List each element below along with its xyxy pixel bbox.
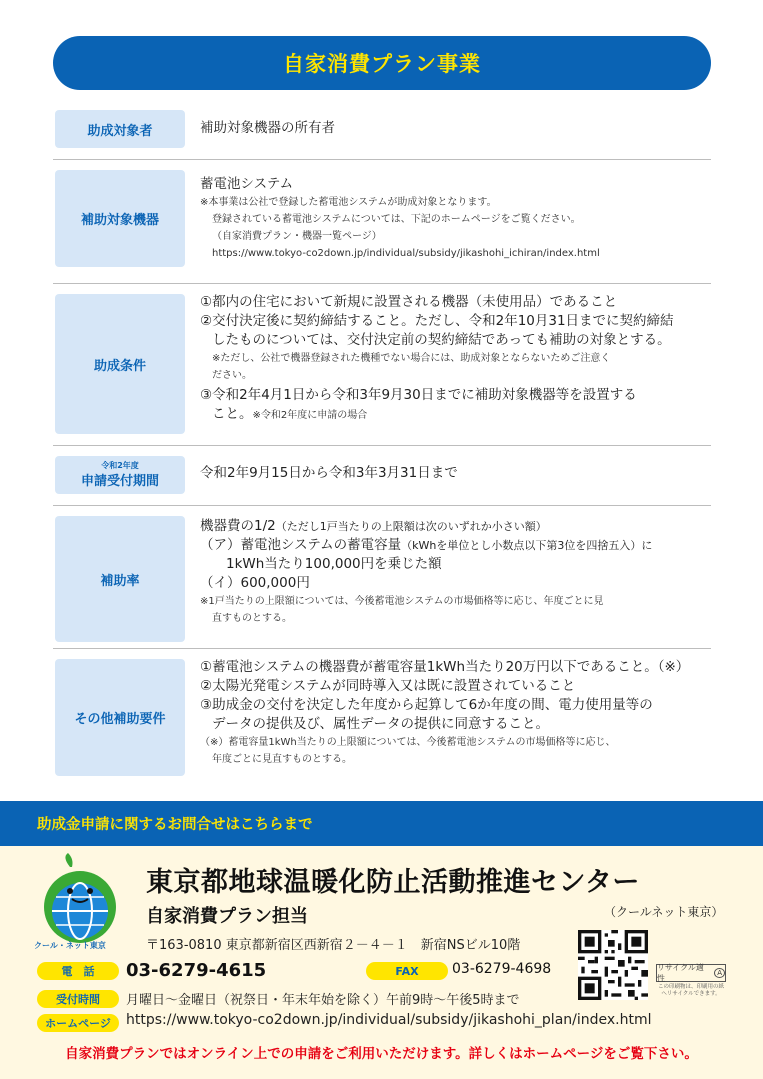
tel-label: 電 話 [37, 962, 119, 980]
organization-nickname: （クールネット東京） [604, 905, 724, 919]
row-subsidy-target [53, 110, 711, 148]
divider [53, 283, 711, 284]
row-equipment [53, 170, 711, 267]
row-body: ①蓄電池システムの機器費が蓄電容量1kWh当たり20万円以下であること。（※） ②太陽光発電システムが同時導入又は既に設置されていること ③助成金の交付を決定した年度から起算して6か年度の間、電力使用量等の データの提供及び、属性データの提供に同意すること。 （※）蓄電容量1kWh当たりの上限額については、今後蓄電池システムの市場価格等に応じ、 年度ごとに見直すものとする。 [200, 659, 690, 765]
row-label: 令和2年度 申請受付期間 [55, 456, 185, 494]
tel-number[interactable]: 03-6279-4615 [126, 960, 267, 981]
row-body: 機器費の1/2（ただし1戸当たりの上限額は次のいずれか小さい額） （ア）蓄電池システムの蓄電容量（kWhを単位とし小数点以下第3位を四捨五入）に 1kWh当たり100,000円を乗じた額 （イ）600,000円 ※1戸当たりの上限額については、今後蓄電池システムの市場価格等に応じ、年度ごとに見 直すものとする。 [200, 518, 653, 624]
department-name: 自家消費プラン担当 [146, 906, 308, 927]
row-other-requirements [53, 659, 711, 776]
organization-name: 東京都地球温暖化防止活動推進センター [146, 867, 640, 898]
recycle-note: この印刷物は、印刷用の紙へリサイクルできます。 [657, 984, 724, 997]
divider [53, 505, 711, 506]
logo-caption: クール・ネット東京 [34, 941, 106, 950]
title-banner [53, 36, 711, 90]
row-conditions [53, 294, 711, 434]
website-link[interactable]: https://www.tokyo-co2down.jp/individual/subsidy/jikashohi_plan/index.html [126, 1012, 652, 1028]
row-label: 補助率 [55, 516, 185, 642]
equipment-list-link[interactable]: https://www.tokyo-co2down.jp/individual/subsidy/jikashohi_ichiran/index.html [212, 248, 600, 259]
fax-number: 03-6279-4698 [452, 961, 552, 977]
page-title: 自家消費プラン事業 [283, 52, 481, 76]
row-label: 助成対象者 [55, 110, 185, 148]
divider [53, 159, 711, 160]
divider [53, 445, 711, 446]
row-body: 補助対象機器の所有者 [200, 120, 335, 136]
address: 〒163-0810 東京都新宿区西新宿２－４－１ 新宿NSビル10階 [146, 938, 521, 953]
row-label: その他補助要件 [55, 659, 185, 776]
recycle-grade-badge: A [714, 968, 725, 978]
row-body: 蓄電池システム ※本事業は公社で登録した蓄電池システムが助成対象となります。 登録されている蓄電池システムについては、下記のホームページをご覧ください。 （自家消費プラン・機器一覧ページ） https://www.tokyo-co2down.jp/individual/subsidy/jikashohi_ichiran/index.html [200, 175, 711, 262]
row-subsidy-rate [53, 516, 711, 642]
divider [53, 648, 711, 649]
website-label: ホームページ [37, 1014, 119, 1032]
mascot-logo-icon [40, 853, 120, 951]
row-body: 令和2年9月15日から令和3年3月31日まで [200, 465, 458, 481]
contact-banner: 助成金申請に関するお問合せはこちらまで [0, 801, 763, 846]
row-label: 補助対象機器 [55, 170, 185, 267]
row-application-period [53, 456, 711, 494]
row-label: 助成条件 [55, 294, 185, 434]
qr-code-icon[interactable] [578, 930, 648, 1000]
hours-label: 受付時間 [37, 990, 119, 1008]
business-hours: 月曜日～金曜日（祝祭日・年末年始を除く）午前9時～午後5時まで [126, 993, 520, 1008]
row-body: ①都内の住宅において新規に設置される機器（未使用品）であること ②交付決定後に契約締結すること。ただし、令和2年10月31日までに契約締結 したものについては、交付決定前の契約締結であっても補助の対象とする。 ※ただし、公社で機器登録された機種でない場合には、助成対象とならないためご注意く ださい。 ③令和2年4月1日から令和3年9月30日までに補助対象機器等を設置する こと。※令和2年度に申請の場合 [200, 294, 674, 422]
recycle-mark: リサイクル適性 A [656, 964, 726, 982]
online-application-notice: 自家消費プランではオンライン上での申請をご利用いただけます。詳しくはホームページをご覧下さい。 [65, 1046, 698, 1062]
fax-label: FAX [366, 962, 448, 980]
